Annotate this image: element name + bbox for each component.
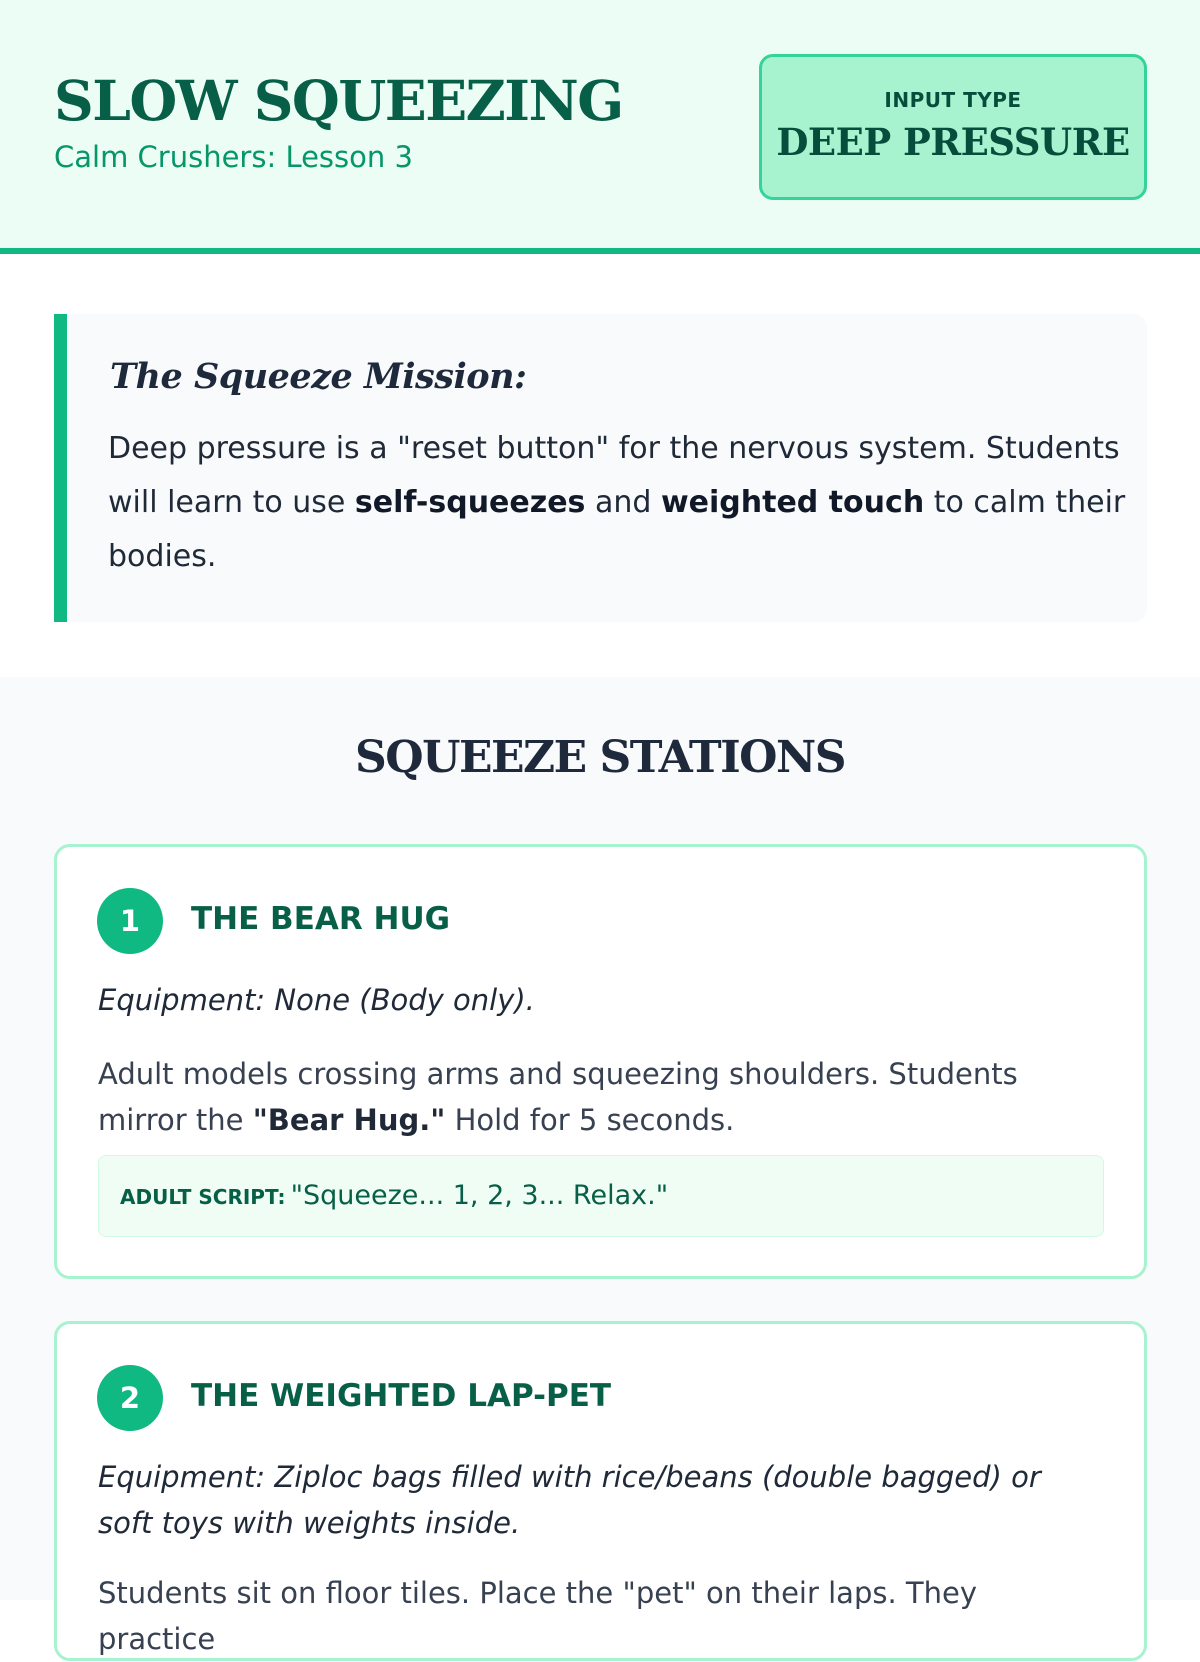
- lesson-header: [0, 0, 1200, 254]
- mission-text-part: and: [585, 485, 661, 520]
- mission-title: The Squeeze Mission:: [110, 356, 527, 397]
- mission-text: [108, 422, 1128, 584]
- station-equipment: Equipment: None (Body only).: [98, 983, 535, 1017]
- page-title: SLOW SQUEEZING: [54, 68, 623, 133]
- mission-text-part: Deep pressure is a "reset button" for the nervous system. Students will learn to use: [108, 431, 1120, 520]
- station-number-badge: 2: [97, 1365, 163, 1431]
- station-title: THE WEIGHTED LAP-PET: [191, 1378, 612, 1414]
- page-subtitle: Calm Crushers: Lesson 3: [54, 140, 413, 174]
- script-text: "Squeeze... 1, 2, 3... Relax.": [290, 1180, 669, 1211]
- description-part: Students sit on floor tiles. Place the "pet" on their laps. They practice: [98, 1576, 978, 1656]
- station-equipment: Equipment: Ziploc bags filled with rice/beans (double bagged) or soft toys with weights inside.: [98, 1460, 1041, 1540]
- badge-value: DEEP PRESSURE: [776, 120, 1130, 164]
- mission-bold-self-squeezes: self-squeezes: [354, 485, 586, 520]
- adult-script-box: [98, 1155, 1104, 1237]
- description-part: Adult models crossing arms and squeezing shoulders. Students mirror the: [98, 1057, 1018, 1137]
- mission-callout: [54, 314, 1147, 622]
- script-label: ADULT SCRIPT:: [120, 1185, 286, 1209]
- station-description: [98, 1570, 1098, 1662]
- station-card: [54, 1321, 1147, 1661]
- description-part: Hold for 5 seconds.: [445, 1103, 735, 1137]
- station-number-badge: 1: [97, 888, 163, 954]
- input-type-badge: [759, 54, 1147, 200]
- mission-bold-weighted-touch: weighted touch: [660, 485, 925, 520]
- description-bold: "Bear Hug.": [252, 1103, 446, 1137]
- station-description: [98, 1051, 1098, 1143]
- station-card: [54, 844, 1147, 1279]
- station-title: THE BEAR HUG: [191, 901, 451, 937]
- mission-text-part: to calm their bodies.: [108, 485, 1126, 574]
- badge-label: INPUT TYPE: [884, 88, 1022, 112]
- stations-title: SQUEEZE STATIONS: [354, 732, 845, 783]
